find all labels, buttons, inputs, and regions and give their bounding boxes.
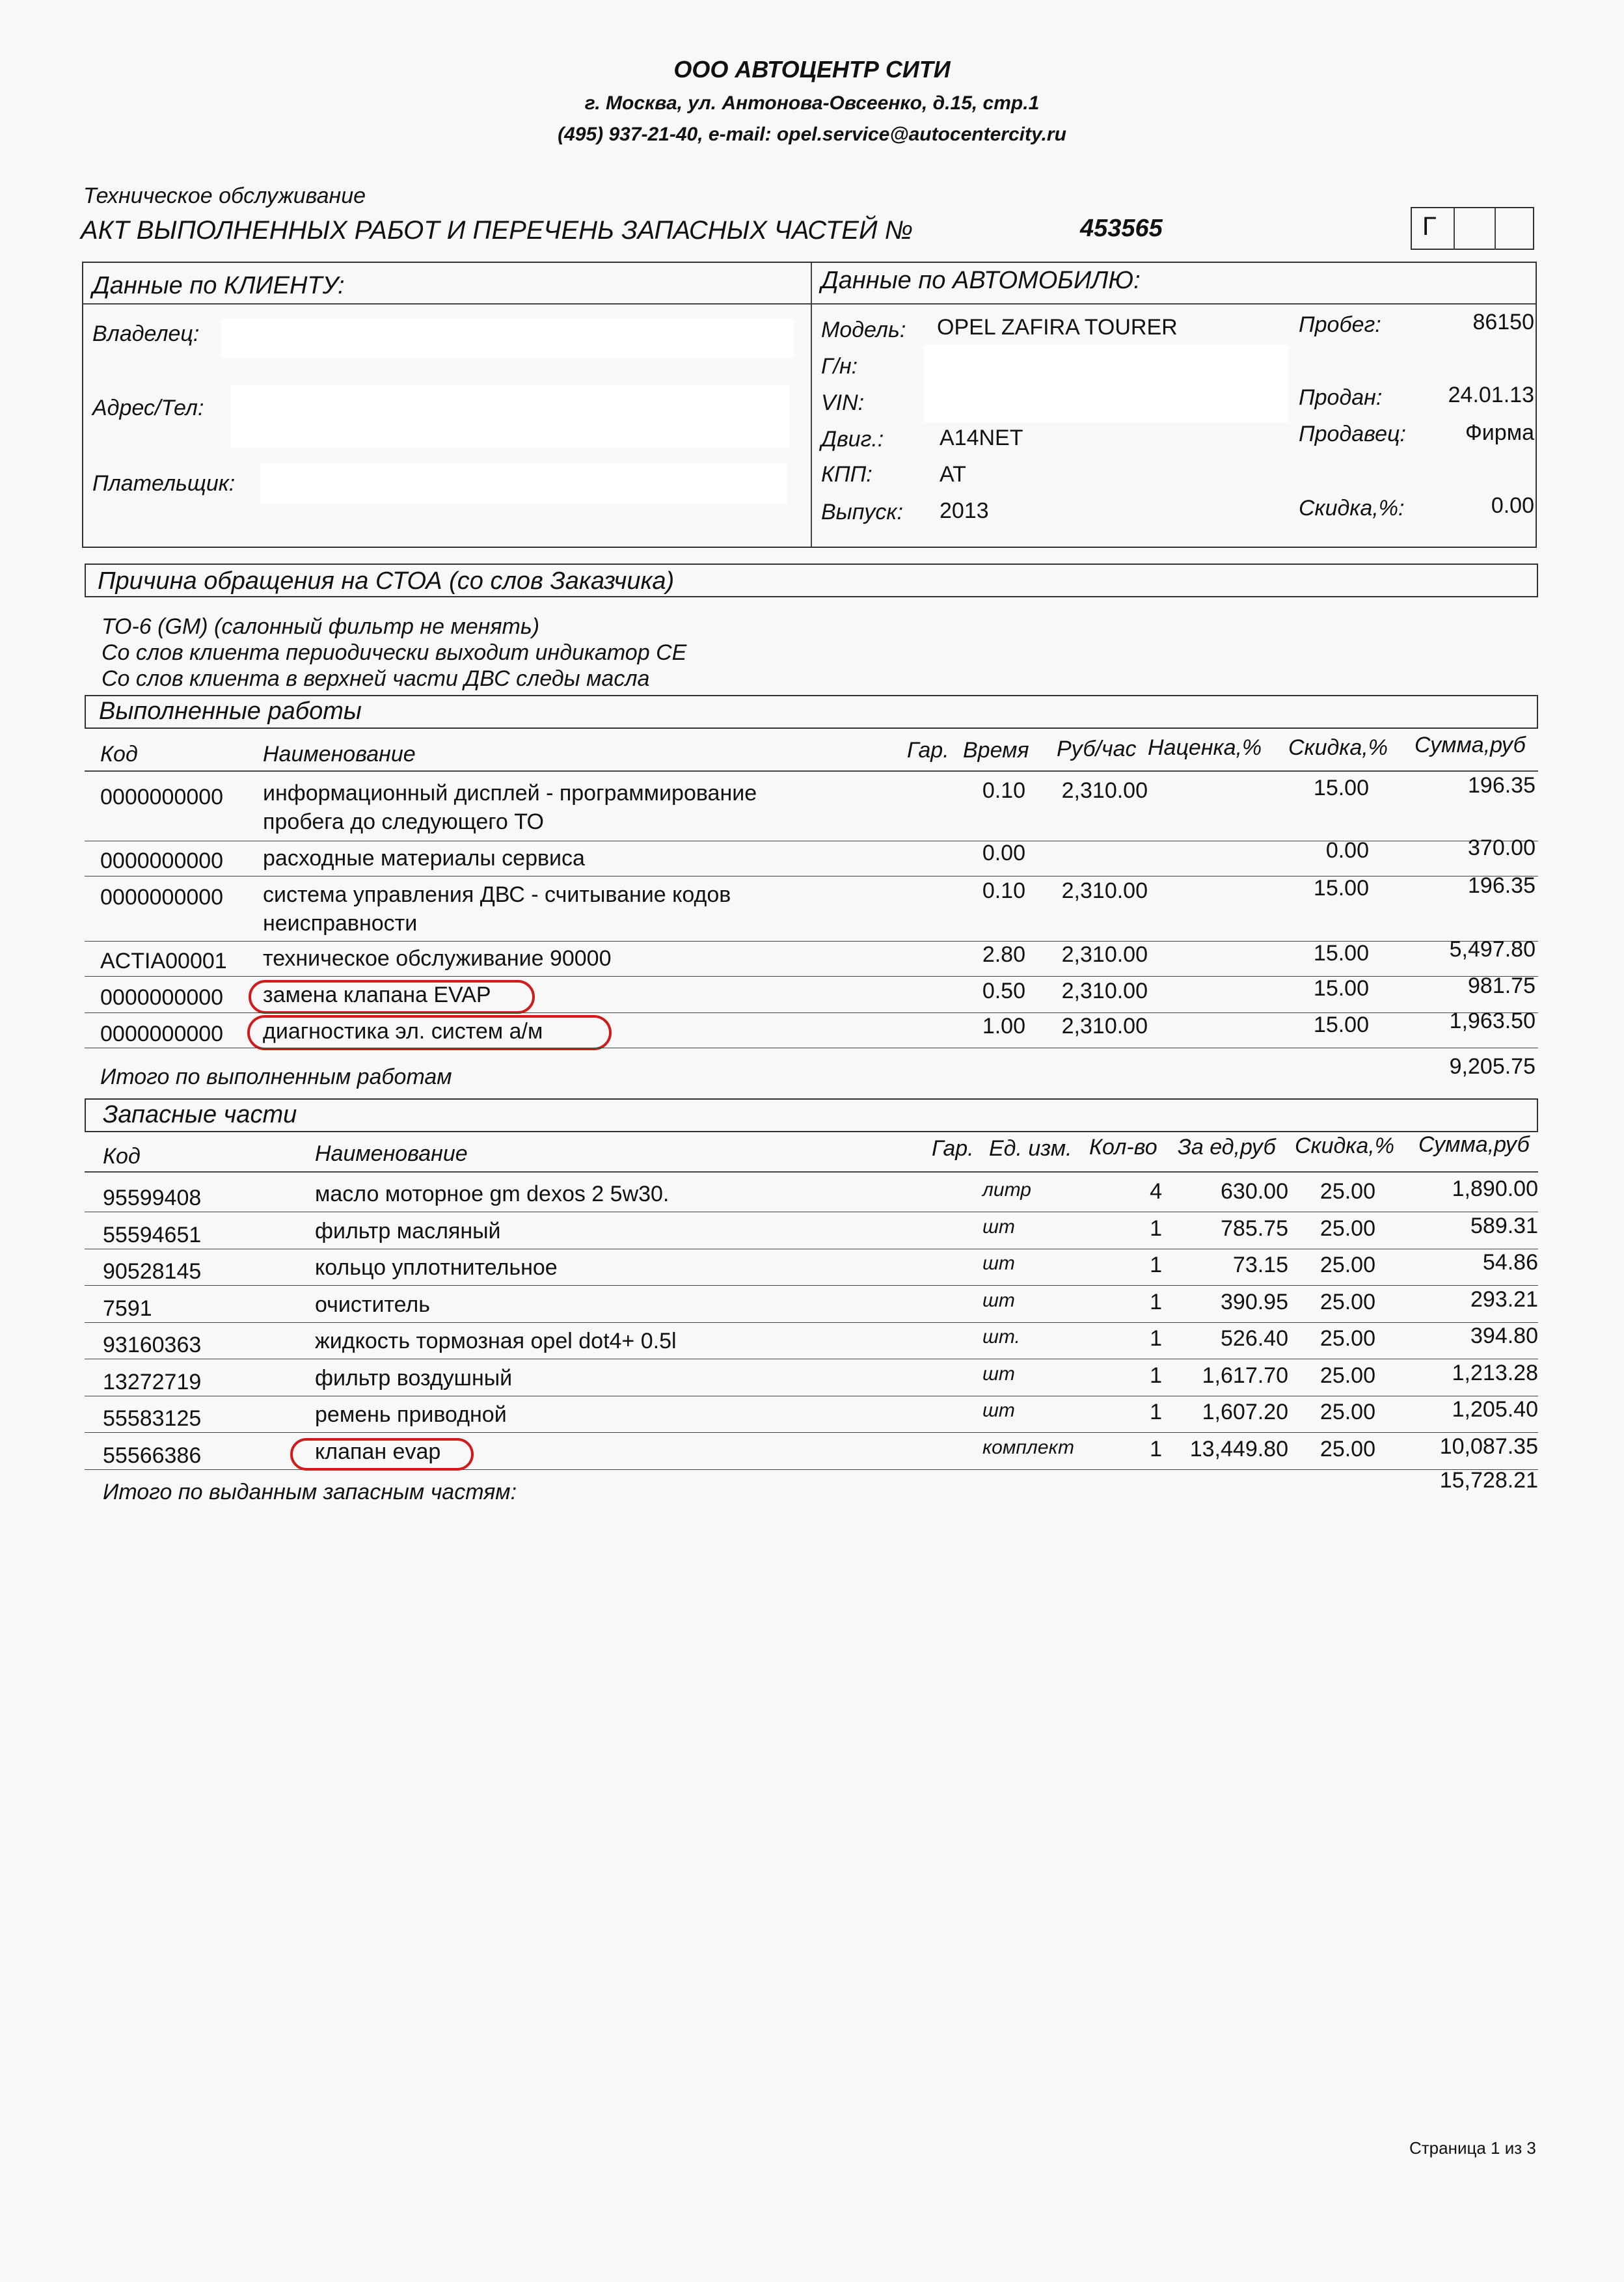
part-code: 55583125	[103, 1406, 202, 1431]
work-name: техническое обслуживание 90000	[263, 946, 612, 971]
col-time: Время	[963, 738, 1029, 763]
engine-label: Двиг.:	[821, 427, 884, 452]
part-unit: шт.	[982, 1326, 1020, 1348]
divider	[85, 770, 1538, 772]
work-discount: 15.00	[1313, 941, 1369, 966]
work-rate: 2,310.00	[1061, 878, 1148, 903]
part-qty: 1	[1150, 1326, 1162, 1351]
reason-heading: Причина обращения на СТОА (со слов Заказчика)	[98, 567, 675, 595]
part-price: 526.40	[1221, 1326, 1288, 1351]
work-code: 0000000000	[100, 849, 224, 873]
work-name: замена клапана EVAP	[263, 983, 491, 1007]
part-price: 13,449.80	[1189, 1437, 1288, 1461]
work-name-cont: пробега до следующего ТО	[263, 809, 544, 834]
col-sum: Сумма,руб	[1414, 733, 1526, 757]
divider	[85, 1285, 1538, 1286]
gearbox-value: AT	[940, 462, 966, 487]
part-unit: литр	[982, 1179, 1031, 1201]
part-name: фильтр масляный	[315, 1219, 501, 1243]
red-highlight-oval	[249, 980, 535, 1014]
work-code: 0000000000	[100, 1022, 224, 1046]
part-name: очиститель	[315, 1292, 430, 1317]
part-qty: 1	[1150, 1400, 1162, 1424]
parts-header-box	[85, 1098, 1538, 1132]
col-rate: Руб/час	[1057, 737, 1137, 761]
part-name: клапан evap	[315, 1439, 441, 1464]
plate-vin-redacted	[924, 345, 1288, 423]
work-name: диагностика эл. систем а/м	[263, 1019, 543, 1044]
work-discount: 15.00	[1313, 1012, 1369, 1037]
work-sum: 1,963.50	[1449, 1009, 1536, 1033]
work-rate: 2,310.00	[1061, 979, 1148, 1003]
part-sum: 1,890.00	[1452, 1176, 1538, 1201]
work-time: 2.80	[982, 942, 1025, 967]
part-sum: 394.80	[1470, 1324, 1538, 1348]
work-rate: 2,310.00	[1061, 1014, 1148, 1039]
part-price: 1,617.70	[1202, 1363, 1288, 1388]
part-name: масло моторное gm dexos 2 5w30.	[315, 1182, 670, 1206]
work-name: система управления ДВС - считывание кодов	[263, 882, 731, 907]
reason-line: ТО-6 (GM) (салонный фильтр не менять)	[102, 614, 540, 639]
work-discount: 15.00	[1313, 776, 1369, 800]
work-code: 0000000000	[100, 785, 224, 809]
part-sum: 293.21	[1470, 1287, 1538, 1312]
col-price: За ед,руб	[1178, 1135, 1276, 1160]
part-qty: 1	[1150, 1363, 1162, 1388]
mark-box	[1411, 207, 1534, 250]
part-price: 390.95	[1221, 1290, 1288, 1314]
part-name: жидкость тормозная opel dot4+ 0.5l	[315, 1329, 677, 1353]
part-sum: 54.86	[1482, 1250, 1538, 1275]
work-rate: 2,310.00	[1061, 942, 1148, 967]
parts-total: 15,728.21	[1439, 1468, 1538, 1493]
part-discount: 25.00	[1320, 1290, 1375, 1314]
mileage-label: Пробег:	[1299, 312, 1381, 337]
discount-label: Скидка,%:	[1299, 496, 1405, 521]
part-code: 55566386	[103, 1443, 202, 1468]
col-markup: Наценка,%	[1148, 735, 1262, 760]
part-discount: 25.00	[1320, 1437, 1375, 1461]
part-price: 785.75	[1221, 1216, 1288, 1241]
col-discount: Скидка,%	[1295, 1134, 1394, 1158]
red-highlight-oval	[290, 1438, 474, 1471]
col-name: Наименование	[315, 1141, 468, 1166]
col-code: Код	[100, 742, 138, 767]
discount-value: 0.00	[1491, 493, 1534, 518]
work-code: 0000000000	[100, 885, 224, 910]
owner-label: Владелец:	[92, 321, 200, 346]
col-name: Наименование	[263, 742, 416, 767]
plate-label: Г/н:	[821, 354, 858, 379]
company-name: ООО АВТОЦЕНТР СИТИ	[673, 56, 951, 83]
part-price: 1,607.20	[1202, 1400, 1288, 1424]
col-warranty: Гар.	[907, 738, 949, 763]
mileage-value: 86150	[1472, 310, 1534, 334]
part-code: 55594651	[103, 1223, 202, 1247]
work-discount: 15.00	[1313, 976, 1369, 1001]
part-discount: 25.00	[1320, 1253, 1375, 1277]
parts-heading: Запасные части	[103, 1101, 297, 1128]
divider	[85, 1432, 1538, 1433]
work-time: 0.10	[982, 778, 1025, 803]
part-discount: 25.00	[1320, 1363, 1375, 1388]
engine-value: A14NET	[940, 426, 1023, 450]
part-unit: шт	[982, 1363, 1015, 1385]
part-code: 95599408	[103, 1186, 202, 1210]
col-sum: Сумма,руб	[1418, 1132, 1530, 1157]
part-price: 630.00	[1221, 1179, 1288, 1204]
work-time: 1.00	[982, 1014, 1025, 1039]
part-unit: комплект	[982, 1437, 1075, 1458]
part-unit: шт	[982, 1216, 1015, 1238]
part-name: кольцо уплотнительное	[315, 1255, 558, 1280]
vin-label: VIN:	[821, 390, 865, 415]
doc-number: 453565	[1080, 215, 1163, 242]
address-label: Адрес/Тел:	[92, 396, 204, 420]
doc-type: Техническое обслуживание	[83, 183, 366, 208]
year-value: 2013	[940, 498, 989, 523]
work-sum: 370.00	[1468, 835, 1536, 860]
work-time: 0.10	[982, 878, 1025, 903]
car-heading: Данные по АВТОМОБИЛЮ:	[821, 267, 1141, 294]
part-qty: 1	[1150, 1437, 1162, 1461]
part-qty: 1	[1150, 1290, 1162, 1314]
works-total: 9,205.75	[1449, 1054, 1536, 1079]
work-time: 0.50	[982, 979, 1025, 1003]
part-unit: шт	[982, 1290, 1015, 1311]
seller-value: Фирма	[1465, 420, 1534, 445]
part-sum: 1,205.40	[1452, 1397, 1538, 1422]
owner-redacted	[221, 319, 794, 358]
company-address: г. Москва, ул. Антонова-Овсеенко, д.15, стр.1	[584, 92, 1040, 114]
part-code: 90528145	[103, 1259, 202, 1284]
part-sum: 10,087.35	[1439, 1434, 1538, 1459]
page-number: Страница 1 из 3	[1409, 2138, 1536, 2158]
part-discount: 25.00	[1320, 1326, 1375, 1351]
reason-line: Со слов клиента в верхней части ДВС следы масла	[102, 666, 650, 691]
gearbox-label: КПП:	[821, 462, 873, 487]
work-name: информационный дисплей - программирование	[263, 781, 757, 806]
year-label: Выпуск:	[821, 500, 903, 524]
part-code: 13272719	[103, 1370, 202, 1394]
work-sum: 196.35	[1468, 873, 1536, 898]
col-code: Код	[103, 1144, 141, 1169]
work-sum: 196.35	[1468, 773, 1536, 798]
part-discount: 25.00	[1320, 1400, 1375, 1424]
payer-label: Плательщик:	[92, 471, 236, 496]
part-sum: 1,213.28	[1452, 1361, 1538, 1385]
part-unit: шт	[982, 1400, 1015, 1421]
parts-total-label: Итого по выданным запасным частям:	[103, 1480, 517, 1504]
work-name-cont: неисправности	[263, 911, 418, 936]
doc-title: АКТ ВЫПОЛНЕННЫХ РАБОТ И ПЕРЕЧЕНЬ ЗАПАСНЫХ ЧАСТЕЙ №	[81, 216, 913, 245]
work-rate: 2,310.00	[1061, 778, 1148, 803]
work-sum: 5,497.80	[1449, 937, 1536, 962]
client-heading: Данные по КЛИЕНТУ:	[92, 272, 345, 299]
part-qty: 1	[1150, 1216, 1162, 1241]
work-name: расходные материалы сервиса	[263, 846, 585, 871]
part-code: 7591	[103, 1296, 152, 1321]
col-warranty: Гар.	[932, 1136, 974, 1161]
part-code: 93160363	[103, 1333, 202, 1357]
reason-line: Со слов клиента периодически выходит индикатор CE	[102, 640, 687, 665]
col-qty: Кол-во	[1089, 1135, 1157, 1160]
part-name: ремень приводной	[315, 1402, 507, 1427]
col-discount: Скидка,%	[1288, 735, 1388, 760]
part-name: фильтр воздушный	[315, 1366, 513, 1391]
part-qty: 4	[1150, 1179, 1162, 1204]
sold-label: Продан:	[1299, 385, 1383, 410]
address-redacted	[230, 385, 790, 448]
part-discount: 25.00	[1320, 1216, 1375, 1241]
works-heading: Выполненные работы	[99, 698, 362, 725]
col-unit: Ед. изм.	[989, 1136, 1072, 1161]
work-discount: 15.00	[1313, 876, 1369, 901]
doc-mark: Г	[1422, 212, 1437, 241]
divider	[85, 1322, 1538, 1323]
red-highlight-oval	[247, 1015, 612, 1050]
divider	[85, 1171, 1538, 1173]
part-price: 73.15	[1232, 1253, 1288, 1277]
part-sum: 589.31	[1470, 1214, 1538, 1238]
part-unit: шт	[982, 1253, 1015, 1274]
seller-label: Продавец:	[1299, 422, 1406, 446]
part-qty: 1	[1150, 1253, 1162, 1277]
model-label: Модель:	[821, 318, 906, 342]
work-sum: 981.75	[1468, 973, 1536, 998]
payer-redacted	[260, 463, 787, 504]
work-code: 0000000000	[100, 985, 224, 1010]
work-discount: 0.00	[1325, 838, 1369, 863]
sold-value: 24.01.13	[1448, 383, 1534, 407]
part-discount: 25.00	[1320, 1179, 1375, 1204]
works-total-label: Итого по выполненным работам	[100, 1065, 452, 1089]
company-contact: (495) 937-21-40, e-mail: opel.service@autocentercity.ru	[558, 124, 1066, 145]
work-time: 0.00	[982, 841, 1025, 865]
work-code: ACTIA00001	[100, 949, 227, 973]
model-value: OPEL ZAFIRA TOURER	[937, 315, 1178, 340]
